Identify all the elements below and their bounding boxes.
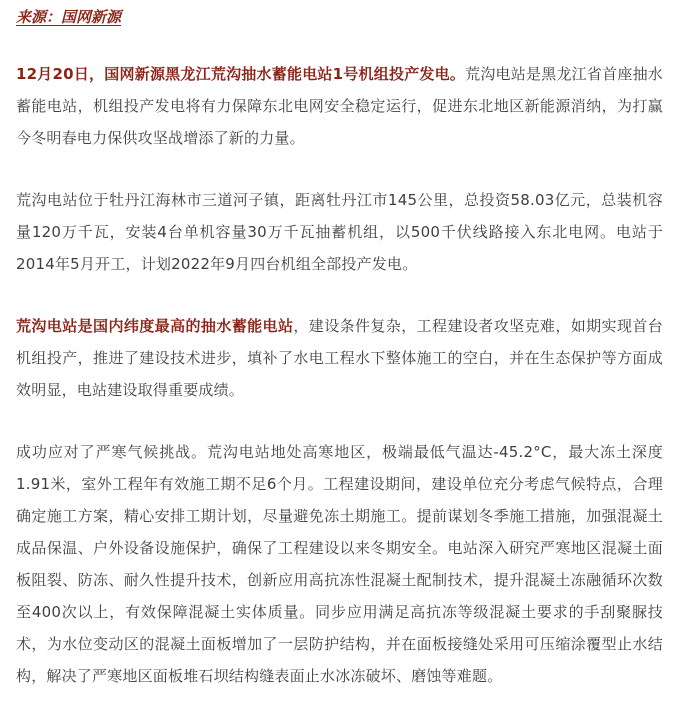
source-line: 来源：国网新源 [16,8,122,26]
paragraph-3-lead: 荒沟电站是国内纬度最高的抽水蓄能电站 [16,317,294,335]
paragraph-1 [16,58,663,154]
paragraph-1-lead: 12月20日，国网新源黑龙江荒沟抽水蓄能电站1号机组投产发电。 [16,65,466,83]
paragraph-4 [16,436,663,692]
paragraph-3-text: ，建设条件复杂，工程建设者攻坚克难，如期实现首台机组投产，推进了建设技术进步，填补了水电工程水下整体施工的空白，并在生态保护等方面成效明显，电站建设取得重要成绩。 [16,317,663,399]
paragraph-2 [16,184,663,280]
paragraph-4-text: 成功应对了严寒气候挑战。荒沟电站地处高寒地区，极端最低气温达-45.2°C，最大冻土深度1.91米，室外工程年有效施工期不足6个月。工程建设期间，建设单位充分考虑气候特点，合理确定施工方案，精心安排工期计划，尽量避免冻土期施工。提前谋划冬季施工措施，加强混凝土成品保温、户外设备设施保护，确保了工程建设以来冬期安全。电站深入研究严寒地区混凝土面板阻裂、防冻、耐久性提升技术，创新应用高抗冻性混凝土配制技术，提升混凝土冻融循环次数至400次以上，有效保障混凝土实体质量。同步应用满足高抗冻等级混凝土要求的手刮聚脲技术，为水位变动区的混凝土面板增加了一层防护结构，并在面板接缝处采用可压缩涂覆型止水结构，解决了严寒地区面板堆石坝结构缝表面止水冰冻破坏、磨蚀等难题。 [16,443,663,685]
paragraph-1-text: 荒沟电站是黑龙江省首座抽水蓄能电站，机组投产发电将有力保障东北电网安全稳定运行，促进东北地区新能源消纳，为打赢今冬明春电力保供攻坚战增添了新的力量。 [16,65,664,147]
paragraph-2-text: 荒沟电站位于牡丹江海林市三道河子镇，距离牡丹江市145公里，总投资58.03亿元，总装机容量120万千瓦，安装4台单机容量30万千瓦抽蓄机组，以500千伏线路接入东北电网。电站于2014年5月开工，计划2022年9月四台机组全部投产发电。 [16,191,663,273]
paragraph-3 [16,310,663,406]
